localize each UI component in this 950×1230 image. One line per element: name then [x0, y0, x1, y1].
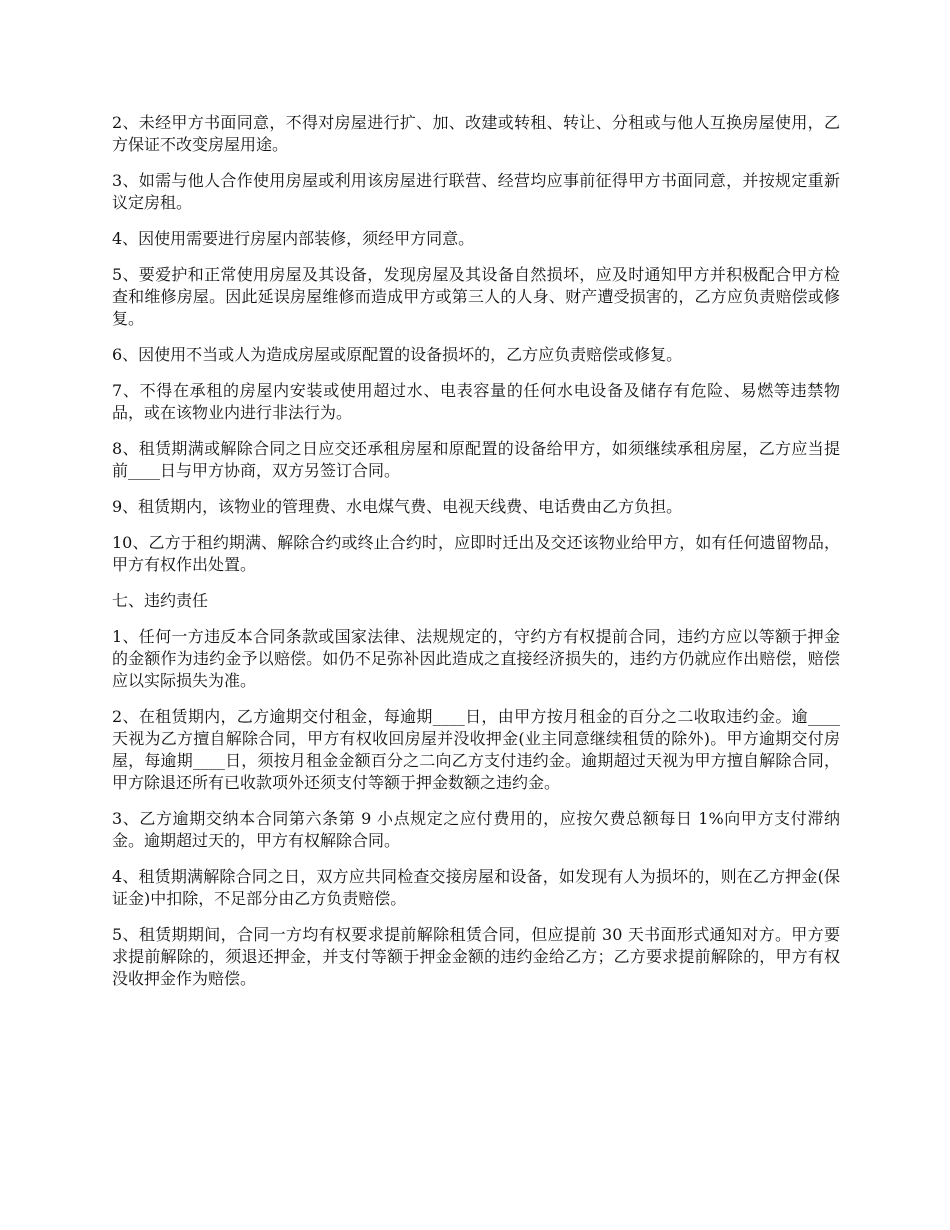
breach-clause-2: 2、在租赁期内，乙方逾期交付租金，每逾期____日，由甲方按月租金的百分之二收取违约金。逾____天视为乙方擅自解除合同，甲方有权收回房屋并没收押金(业主同意继续租赁的除外)。甲方逾期交付房屋，每逾期____日，须按月租金金额百分之二向乙方支付违约金。逾期超过天视为甲方擅自解除合同，甲方除退还所有已收款项外还须支付等额于押金数额之违约金。 — [112, 707, 840, 792]
breach-clause-1: 1、任何一方违反本合同条款或国家法律、法规规定的，守约方有权提前合同，违约方应以等额于押金的金额作为违约金予以赔偿。如仍不足弥补因此造成之直接经济损失的，违约方仍就应作出赔偿，赔偿应以实际损失为准。 — [112, 627, 840, 690]
breach-clause-4: 4、租赁期满解除合同之日，双方应共同检查交接房屋和设备，如发现有人为损坏的，则在乙方押金(保证金)中扣除，不足部分由乙方负责赔偿。 — [112, 867, 840, 908]
clause-8: 8、租赁期满或解除合同之日应交还承租房屋和原配置的设备给甲方，如须继续承租房屋，乙方应当提前____日与甲方协商，双方另签订合同。 — [112, 439, 840, 480]
clause-10: 10、乙方于租约期满、解除合约或终止合约时，应即时迁出及交还该物业给甲方，如有任何遗留物品，甲方有权作出处置。 — [112, 533, 840, 574]
clause-4: 4、因使用需要进行房屋内部装修，须经甲方同意。 — [112, 229, 475, 248]
clause-5: 5、要爱护和正常使用房屋及其设备，发现房屋及其设备自然损坏，应及时通知甲方并积极配合甲方检查和维修房屋。因此延误房屋维修而造成甲方或第三人的人身、财产遭受损害的，乙方应负责赔偿或修复。 — [112, 265, 840, 328]
section-title-breach-liability: 七、违约责任 — [112, 591, 209, 610]
clause-2: 2、未经甲方书面同意，不得对房屋进行扩、加、改建或转租、转让、分租或与他人互换房屋使用，乙方保证不改变房屋用途。 — [112, 113, 840, 154]
breach-clause-3: 3、乙方逾期交纳本合同第六条第 9 小点规定之应付费用的，应按欠费总额每日 1%向甲方支付滞纳金。逾期超过天的，甲方有权解除合同。 — [112, 809, 840, 850]
breach-clause-5: 5、租赁期期间，合同一方均有权要求提前解除租赁合同，但应提前 30 天书面形式通知对方。甲方要求提前解除的，须退还押金，并支付等额于押金金额的违约金给乙方；乙方要求提前解除的，甲方有权没收押金作为赔偿。 — [112, 925, 840, 988]
clause-9: 9、租赁期内，该物业的管理费、水电煤气费、电视天线费、电话费由乙方负担。 — [112, 497, 683, 516]
clause-3: 3、如需与他人合作使用房屋或利用该房屋进行联营、经营均应事前征得甲方书面同意，并按规定重新议定房租。 — [112, 171, 840, 212]
clause-6: 6、因使用不当或人为造成房屋或原配置的设备损坏的，乙方应负责赔偿或修复。 — [112, 345, 683, 364]
clause-7: 7、不得在承租的房屋内安装或使用超过水、电表容量的任何水电设备及储存有危险、易燃等违禁物品，或在该物业内进行非法行为。 — [112, 381, 840, 422]
document-body — [112, 112, 840, 1004]
